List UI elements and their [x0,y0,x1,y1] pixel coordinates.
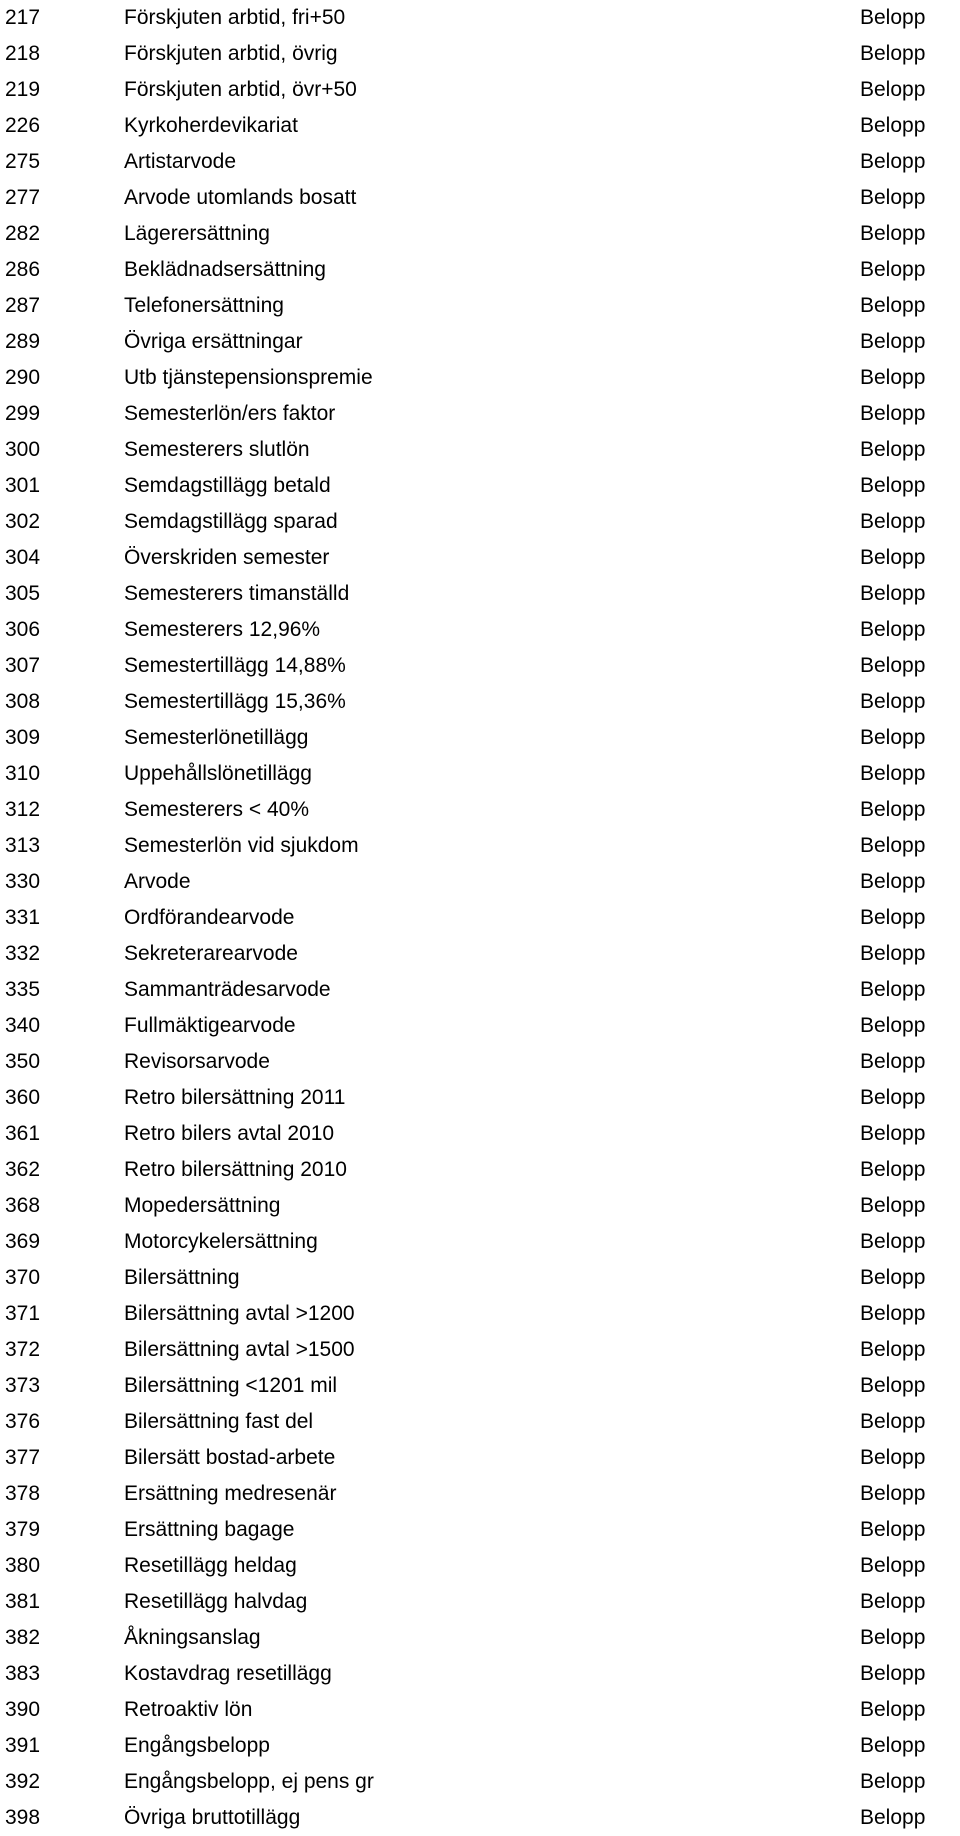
table-row [0,828,960,864]
pay-type-name: Förskjuten arbtid, övrig [124,42,338,65]
pay-type-name: Ersättning bagage [124,1518,295,1541]
pay-code: 299 [5,402,41,425]
table-row [0,792,960,828]
table-row [0,1044,960,1080]
value-unit: Belopp [860,690,926,713]
table-row [0,1764,960,1800]
pay-type-name: Semesterlönetillägg [124,726,309,749]
table-row [0,1152,960,1188]
pay-code: 306 [5,618,41,641]
table-row [0,972,960,1008]
pay-code: 361 [5,1122,41,1145]
pay-type-name: Ordförandearvode [124,906,295,929]
pay-code: 331 [5,906,41,929]
value-unit: Belopp [860,1302,926,1325]
table-row [0,1188,960,1224]
table-row [0,432,960,468]
table-row [0,1548,960,1584]
pay-type-name: Semesterlön/ers faktor [124,402,336,425]
pay-code: 340 [5,1014,41,1037]
table-row [0,1008,960,1044]
table-row [0,1728,960,1764]
value-unit: Belopp [860,474,926,497]
value-unit: Belopp [860,1626,926,1649]
table-row [0,648,960,684]
value-unit: Belopp [860,1554,926,1577]
table-row [0,1620,960,1656]
pay-type-name: Retroaktiv lön [124,1698,253,1721]
pay-code: 391 [5,1734,41,1757]
table-row [0,864,960,900]
table-row [0,756,960,792]
pay-code: 219 [5,78,41,101]
pay-code: 309 [5,726,41,749]
pay-type-name: Semesterers timanställd [124,582,350,605]
pay-type-name: Åkningsanslag [124,1626,261,1649]
pay-code: 379 [5,1518,41,1541]
value-unit: Belopp [860,1194,926,1217]
pay-code: 282 [5,222,41,245]
pay-code: 218 [5,42,41,65]
pay-type-name: Sammanträdesarvode [124,978,331,1001]
pay-type-name: Resetillägg heldag [124,1554,297,1577]
value-unit: Belopp [860,1410,926,1433]
pay-type-name: Kostavdrag resetillägg [124,1662,332,1685]
pay-code: 307 [5,654,41,677]
table-row [0,360,960,396]
pay-type-name: Förskjuten arbtid, övr+50 [124,78,357,101]
table-row [0,720,960,756]
pay-code: 371 [5,1302,41,1325]
value-unit: Belopp [860,1698,926,1721]
value-unit: Belopp [860,1014,926,1037]
value-unit: Belopp [860,1122,926,1145]
pay-code: 302 [5,510,41,533]
table-row [0,288,960,324]
pay-type-name: Överskriden semester [124,546,330,569]
value-unit: Belopp [860,186,926,209]
pay-code: 286 [5,258,41,281]
value-unit: Belopp [860,1806,926,1829]
pay-code: 378 [5,1482,41,1505]
value-unit: Belopp [860,1662,926,1685]
table-row [0,1224,960,1260]
pay-type-name: Retro bilers avtal 2010 [124,1122,335,1145]
pay-code: 313 [5,834,41,857]
table-row [0,1512,960,1548]
value-unit: Belopp [860,1590,926,1613]
pay-type-name: Arvode utomlands bosatt [124,186,357,209]
pay-type-name: Semesterers < 40% [124,798,310,821]
pay-type-name: Arvode [124,870,191,893]
pay-type-name: Utb tjänstepensionspremie [124,366,373,389]
pay-code: 301 [5,474,41,497]
pay-code: 398 [5,1806,41,1829]
value-unit: Belopp [860,510,926,533]
table-row [0,468,960,504]
table-row [0,1260,960,1296]
pay-code: 390 [5,1698,41,1721]
value-unit: Belopp [860,978,926,1001]
pay-type-name: Revisorsarvode [124,1050,270,1073]
value-unit: Belopp [860,546,926,569]
pay-type-name: Engångsbelopp, ej pens gr [124,1770,374,1793]
pay-type-name: Ersättning medresenär [124,1482,337,1505]
table-row [0,252,960,288]
value-unit: Belopp [860,1374,926,1397]
pay-code: 373 [5,1374,41,1397]
value-unit: Belopp [860,150,926,173]
table-row [0,900,960,936]
pay-code: 382 [5,1626,41,1649]
pay-code: 300 [5,438,41,461]
table-row [0,396,960,432]
value-unit: Belopp [860,1338,926,1361]
value-unit: Belopp [860,222,926,245]
table-row [0,108,960,144]
pay-code: 369 [5,1230,41,1253]
table-row [0,684,960,720]
pay-type-name: Uppehållslönetillägg [124,762,312,785]
value-unit: Belopp [860,1518,926,1541]
pay-type-name: Retro bilersättning 2011 [124,1086,346,1109]
pay-code: 377 [5,1446,41,1469]
value-unit: Belopp [860,294,926,317]
pay-code: 335 [5,978,41,1001]
pay-type-name: Motorcykelersättning [124,1230,318,1253]
pay-type-name: Bilersättning [124,1266,240,1289]
value-unit: Belopp [860,6,926,29]
value-unit: Belopp [860,1734,926,1757]
value-unit: Belopp [860,618,926,641]
value-unit: Belopp [860,258,926,281]
table-row [0,324,960,360]
pay-type-name: Artistarvode [124,150,237,173]
pay-type-name: Semestertillägg 15,36% [124,690,346,713]
table-row [0,1296,960,1332]
pay-code: 226 [5,114,41,137]
pay-code: 380 [5,1554,41,1577]
value-unit: Belopp [860,1050,926,1073]
pay-type-name: Övriga bruttotillägg [124,1806,301,1829]
pay-type-name: Förskjuten arbtid, fri+50 [124,6,346,29]
pay-code: 372 [5,1338,41,1361]
pay-type-name: Övriga ersättningar [124,330,303,353]
value-unit: Belopp [860,438,926,461]
value-unit: Belopp [860,1230,926,1253]
pay-type-name: Retro bilersättning 2010 [124,1158,347,1181]
table-row [0,1692,960,1728]
pay-code: 277 [5,186,41,209]
pay-type-name: Bilersättning avtal >1500 [124,1338,355,1361]
pay-type-name: Bilersättning <1201 mil [124,1374,338,1397]
value-unit: Belopp [860,798,926,821]
value-unit: Belopp [860,1086,926,1109]
pay-type-name: Bilersättning avtal >1200 [124,1302,355,1325]
pay-type-name: Sekreterarearvode [124,942,298,965]
value-unit: Belopp [860,330,926,353]
value-unit: Belopp [860,834,926,857]
table-row [0,1656,960,1692]
value-unit: Belopp [860,762,926,785]
pay-type-name: Semdagstillägg sparad [124,510,338,533]
pay-type-name: Semesterlön vid sjukdom [124,834,359,857]
value-unit: Belopp [860,42,926,65]
table-row [0,504,960,540]
pay-type-name: Semestertillägg 14,88% [124,654,346,677]
pay-type-name: Resetillägg halvdag [124,1590,308,1613]
pay-type-name: Kyrkoherdevikariat [124,114,298,137]
pay-code: 381 [5,1590,41,1613]
table-row [0,1404,960,1440]
table-row [0,936,960,972]
table-row [0,180,960,216]
pay-code: 383 [5,1662,41,1685]
pay-code: 304 [5,546,41,569]
pay-type-name: Beklädnadsersättning [124,258,326,281]
pay-code: 310 [5,762,41,785]
table-row [0,612,960,648]
pay-code: 368 [5,1194,41,1217]
table-row [0,1116,960,1152]
value-unit: Belopp [860,726,926,749]
value-unit: Belopp [860,78,926,101]
pay-type-name: Semdagstillägg betald [124,474,331,497]
value-unit: Belopp [860,1770,926,1793]
table-row [0,576,960,612]
pay-type-name: Semesterers 12,96% [124,618,321,641]
pay-code: 305 [5,582,41,605]
pay-type-name: Bilersätt bostad-arbete [124,1446,336,1469]
table-row [0,1584,960,1620]
value-unit: Belopp [860,582,926,605]
table-row [0,72,960,108]
value-unit: Belopp [860,366,926,389]
table-row [0,216,960,252]
table-row [0,1332,960,1368]
value-unit: Belopp [860,1158,926,1181]
pay-code: 392 [5,1770,41,1793]
pay-type-name: Semesterers slutlön [124,438,310,461]
value-unit: Belopp [860,402,926,425]
pay-type-name: Telefonersättning [124,294,284,317]
pay-code: 360 [5,1086,41,1109]
table-row [0,0,960,36]
table-row [0,1368,960,1404]
table-row [0,36,960,72]
table-row [0,144,960,180]
pay-code: 289 [5,330,41,353]
pay-type-name: Mopedersättning [124,1194,281,1217]
value-unit: Belopp [860,1446,926,1469]
pay-code: 287 [5,294,41,317]
pay-code: 376 [5,1410,41,1433]
table-row [0,1440,960,1476]
table-row [0,1080,960,1116]
pay-type-name: Engångsbelopp [124,1734,270,1757]
pay-code: 350 [5,1050,41,1073]
pay-code: 332 [5,942,41,965]
pay-code: 308 [5,690,41,713]
value-unit: Belopp [860,1266,926,1289]
value-unit: Belopp [860,1482,926,1505]
pay-code: 290 [5,366,41,389]
value-unit: Belopp [860,654,926,677]
pay-code: 330 [5,870,41,893]
pay-code: 370 [5,1266,41,1289]
pay-type-name: Lägerersättning [124,222,270,245]
pay-code: 362 [5,1158,41,1181]
pay-code: 275 [5,150,41,173]
pay-code: 312 [5,798,41,821]
pay-code: 217 [5,6,41,29]
value-unit: Belopp [860,114,926,137]
pay-type-name: Fullmäktigearvode [124,1014,296,1037]
table-row [0,1476,960,1512]
pay-type-name: Bilersättning fast del [124,1410,314,1433]
value-unit: Belopp [860,870,926,893]
value-unit: Belopp [860,942,926,965]
value-unit: Belopp [860,906,926,929]
table-row [0,540,960,576]
